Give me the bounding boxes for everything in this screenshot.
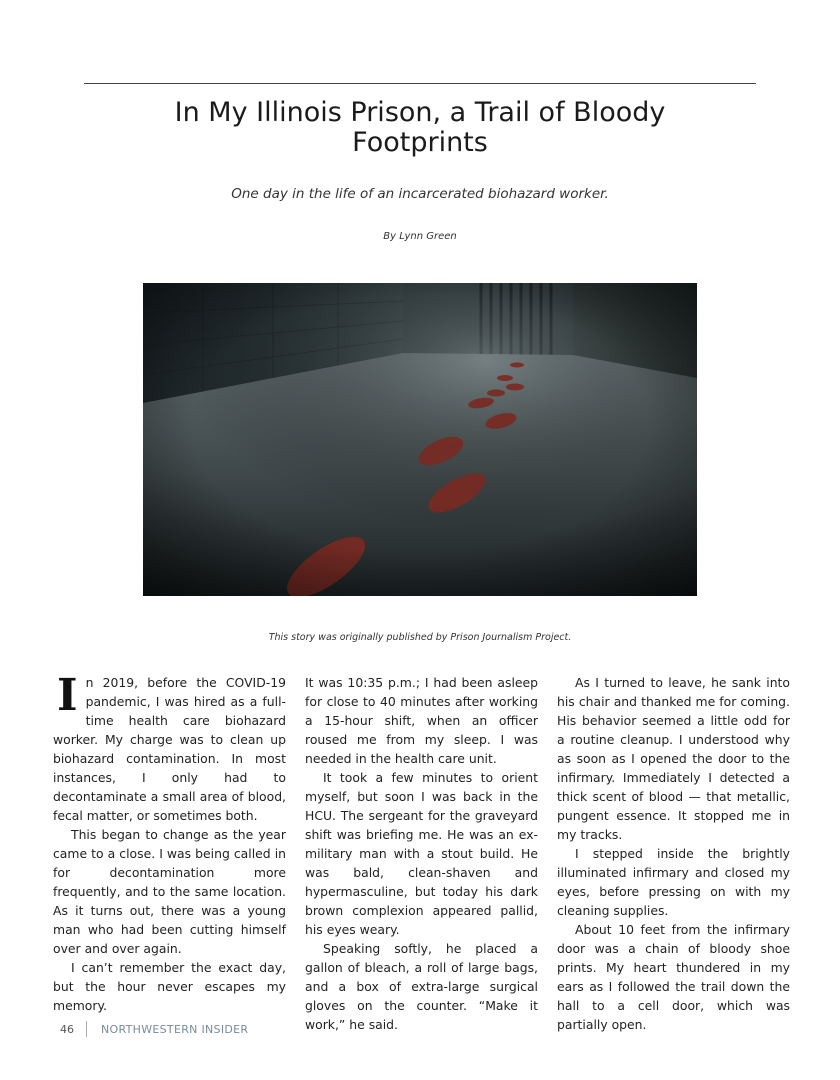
- article-title: In My Illinois Prison, a Trail of Bloody Footprints: [174, 97, 666, 158]
- drop-cap: I: [57, 670, 78, 721]
- paragraph: In 2019, before the COVID-19 pandemic, I was hired as a full-time health care biohazard worker. My charge was to clean up biohazard contamination. In most instances, I only had to decontaminate a small area of blood, fecal matter, or sometimes both.: [53, 670, 286, 823]
- article-subtitle: One day in the life of an incarcerated biohazard worker.: [231, 186, 609, 202]
- paragraph: It was 10:35 p.m.; I had been asleep for close to 40 minutes after working a 15-hour shift, when an officer roused me from my sleep. I was needed in the health care unit.: [305, 675, 538, 766]
- publication-name: NORTHWESTERN INSIDER: [101, 1022, 249, 1036]
- photo-caption: This story was originally published by Prison Journalism Project.: [268, 632, 572, 643]
- footprints-photo: [143, 283, 697, 596]
- article-byline: By Lynn Green: [383, 231, 457, 242]
- paragraph: This began to change as the year came to a close. I was being called in for decontamination more frequently, and to the same location. As it turns out, there was a young man who had been cutting himself over and over again.: [53, 827, 286, 956]
- column-3: [557, 673, 790, 1034]
- paragraph: As I turned to leave, he sank into his chair and thanked me for coming. His behavior seemed a little odd for a routine cleanup. I understood why as soon as I opened the door to the infirmary. Immediately I detected a thick scent of blood — that metallic, pungent essence. It stopped me in my tracks.: [557, 675, 790, 842]
- footer-divider: [86, 1021, 87, 1037]
- page-footer: [60, 1021, 248, 1037]
- paragraph: I stepped inside the brightly illuminated infirmary and closed my eyes, before pressing on with my cleaning supplies.: [557, 846, 790, 918]
- page-number: 46: [60, 1022, 74, 1036]
- column-1: [53, 670, 286, 1015]
- paragraph: About 10 feet from the infirmary door was a chain of bloody shoe prints. My heart thundered in my ears as I followed the trail down the hall to a cell door, which was partially open.: [557, 922, 790, 1032]
- paragraph: I can’t remember the exact day, but the hour never escapes my memory.: [53, 960, 286, 1013]
- top-rule: [84, 83, 756, 84]
- paragraph: Speaking softly, he placed a gallon of bleach, a roll of large bags, and a box of extra-large surgical gloves on the counter. “Make it work,” he said.: [305, 941, 538, 1032]
- column-2: [305, 673, 538, 1034]
- paragraph: It took a few minutes to orient myself, but soon I was back in the HCU. The sergeant for the graveyard shift was briefing me. He was an ex-military man with a stout build. He was bald, clean-shaven and hypermasculine, but today his dark brown complexion appeared pallid, his eyes weary.: [305, 770, 538, 937]
